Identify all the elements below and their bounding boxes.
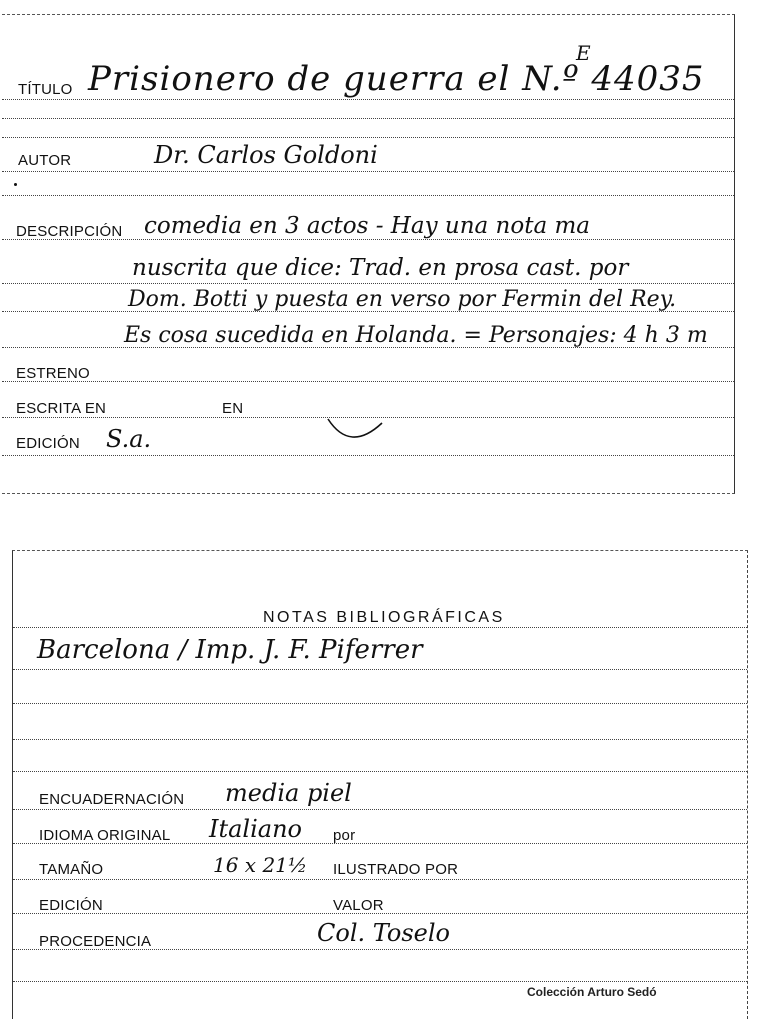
ruled-line: [2, 137, 734, 138]
titulo-label: TÍTULO: [18, 81, 73, 98]
ruled-line: [2, 171, 734, 172]
titulo-value: Prisionero de guerra el N.º 44035: [88, 59, 705, 99]
escrita-en-label: EN: [222, 400, 244, 417]
idioma-value: Italiano: [209, 815, 302, 843]
coleccion-stamp: Colección Arturo Sedó: [527, 985, 657, 999]
idioma-por-label: por: [333, 827, 356, 844]
ruled-line: [2, 455, 734, 456]
ruled-line: [13, 739, 747, 740]
ruled-line: [13, 879, 747, 880]
ilustrado-label: ILUSTRADO POR: [333, 861, 459, 878]
descripcion-line-4: Es cosa sucedida en Holanda. = Personajes: 4 h 3 m: [124, 323, 708, 348]
tamano-label: TAMAÑO: [39, 861, 104, 878]
ruled-line: [13, 981, 747, 982]
descripcion-line-3: Dom. Botti y puesta en verso por Fermin del Rey.: [128, 287, 677, 312]
brace-mark: [322, 413, 392, 447]
ruled-line: [2, 195, 734, 196]
escrita-label: ESCRITA EN: [16, 400, 107, 417]
mark-dot: [14, 183, 17, 186]
autor-label: AUTOR: [18, 152, 72, 169]
procedencia-label: PROCEDENCIA: [39, 933, 152, 950]
edicion-label: EDICIÓN: [39, 897, 103, 914]
encuadernacion-value: media piel: [225, 779, 352, 807]
edicion-label: EDICIÓN: [16, 435, 80, 452]
ruled-line: [13, 771, 747, 772]
catalog-card-back: [12, 550, 748, 1019]
notas-heading: NOTAS BIBLIOGRÁFICAS: [263, 609, 505, 626]
idioma-label: IDIOMA ORIGINAL: [39, 827, 171, 844]
estreno-label: ESTRENO: [16, 365, 90, 382]
descripcion-label: DESCRIPCIÓN: [16, 223, 123, 240]
catalog-card-front: [2, 14, 735, 494]
notas-line-1: Barcelona / Imp. J. F. Piferrer: [37, 635, 423, 665]
procedencia-value: Col. Toselo: [317, 919, 450, 947]
ruled-line: [2, 283, 734, 284]
tamano-value: 16 x 21½: [213, 853, 308, 877]
valor-label: VALOR: [333, 897, 384, 914]
descripcion-line-1: comedia en 3 actos - Hay una nota ma: [144, 213, 590, 239]
ruled-line: [13, 669, 747, 670]
ruled-line: [2, 381, 734, 382]
autor-value: Dr. Carlos Goldoni: [154, 141, 378, 169]
ruled-line: [13, 627, 747, 628]
ruled-line: [2, 118, 734, 119]
ruled-line: [13, 703, 747, 704]
descripcion-line-2: nuscrita que dice: Trad. en prosa cast. por: [132, 255, 629, 281]
encuadernacion-label: ENCUADERNACIÓN: [39, 791, 185, 808]
titulo-superscript: E: [576, 41, 591, 65]
ruled-line: [13, 809, 747, 810]
edicion-value: S.a.: [106, 425, 152, 453]
ruled-line: [2, 99, 734, 100]
